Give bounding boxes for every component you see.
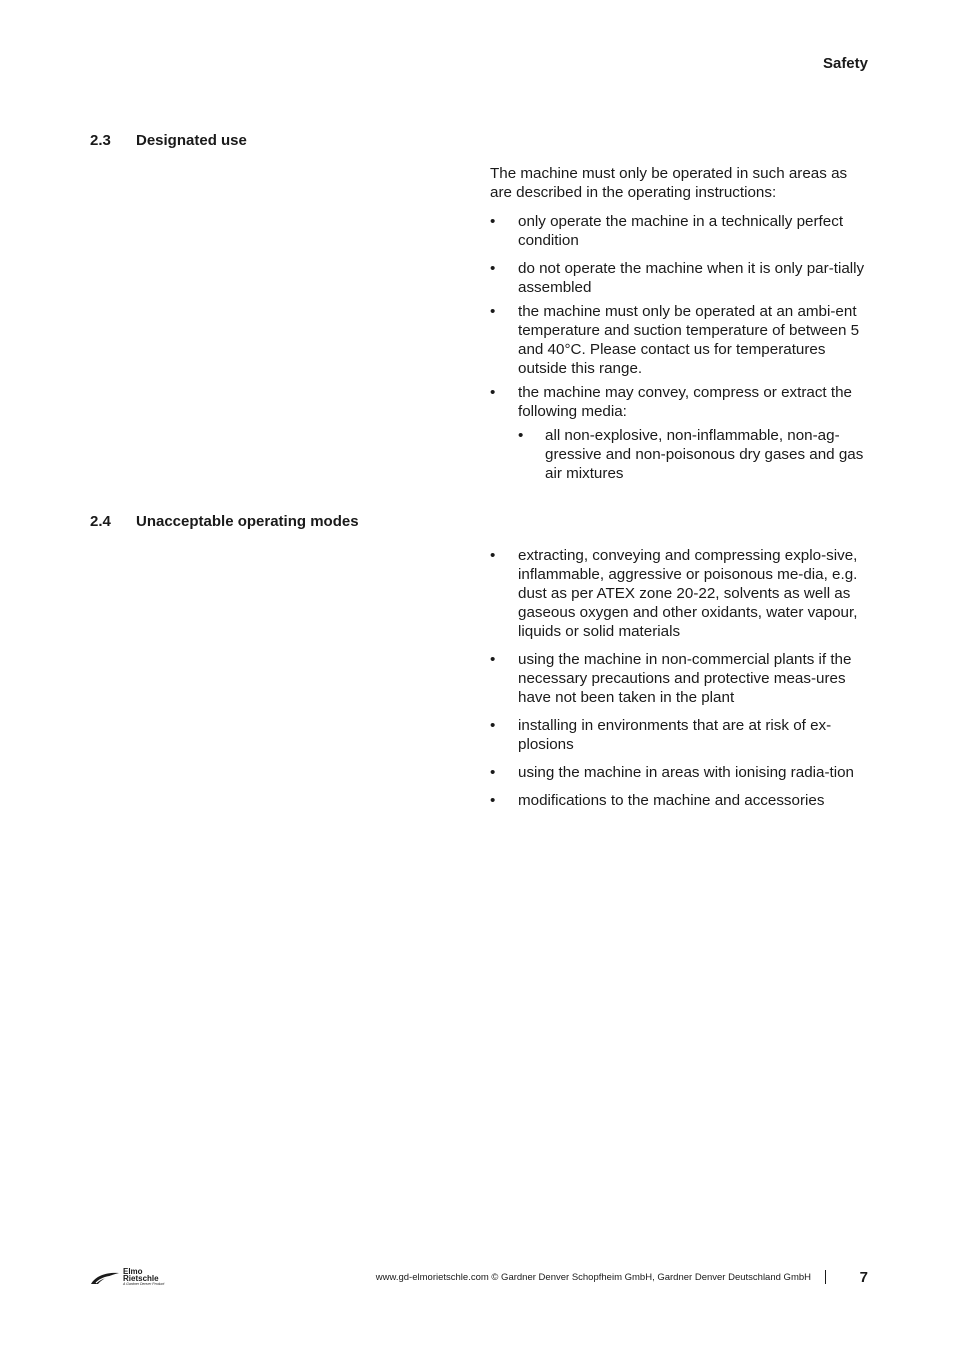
footer-copyright <box>376 1272 811 1283</box>
section-title: Unacceptable operating modes <box>136 513 359 530</box>
footer-copyright-text: © Gardner Denver Schopfheim GmbH, Gardner Denver Deutschland GmbH <box>491 1272 811 1283</box>
sub-bullet-list <box>518 426 868 483</box>
unacceptable-modes-content <box>490 546 868 810</box>
list-item: • modifications to the machine and accessories <box>490 791 868 810</box>
logo-line-2: Rietschle <box>123 1274 159 1283</box>
company-logo <box>90 1268 164 1287</box>
page-number: 7 <box>859 1269 868 1286</box>
list-item: • installing in environments that are at risk of ex-plosions <box>490 716 868 754</box>
section-number: 2.3 <box>90 132 111 149</box>
list-item: • only operate the machine in a technically perfect condition <box>490 212 868 250</box>
footer-divider <box>825 1270 826 1284</box>
logo-swoosh-icon <box>90 1271 120 1285</box>
footer-url[interactable]: www.gd-elmorietschle.com <box>375 1272 489 1283</box>
list-item: • extracting, conveying and compressing explo-sive, inflammable, aggressive or poisonous me-dia, e.g. dust as per ATEX zone 20-22, solvents as well as gaseous oxygen and other oxidants, water vapour, liquids or solid materials <box>490 546 868 641</box>
list-item <box>490 383 868 483</box>
list-item: • using the machine in non-commercial plants if the necessary precautions and protective meas-ures have not been taken in the plant <box>490 650 868 707</box>
section-title: Designated use <box>136 132 247 149</box>
list-item: • do not operate the machine when it is only par-tially assembled <box>490 259 868 297</box>
running-header: Safety <box>822 55 868 72</box>
designated-use-content <box>490 164 868 483</box>
logo-tagline: A Gardner Denver Product <box>123 1282 165 1286</box>
logo-line-1: Elmo <box>123 1267 143 1276</box>
sub-list-item: • all non-explosive, non-inflammable, non-ag-gressive and non-poisonous dry gases and gas air mixtures <box>518 426 868 483</box>
section-heading-designated-use <box>90 132 247 149</box>
list-item: • using the machine in areas with ionising radia-tion <box>490 763 868 782</box>
section-number: 2.4 <box>90 513 111 530</box>
list-item-text: the machine may convey, compress or extract the following media: <box>518 384 852 420</box>
intro-paragraph: The machine must only be operated in such areas as are described in the operating instructions: <box>490 165 848 201</box>
bullet-list <box>490 212 868 483</box>
list-item: • the machine must only be operated at an ambi-ent temperature and suction temperature of between 5 and 40°C. Please contact us for temperatures outside this range. <box>490 302 868 378</box>
bullet-list <box>490 546 868 810</box>
section-heading-unacceptable-modes <box>90 513 359 530</box>
